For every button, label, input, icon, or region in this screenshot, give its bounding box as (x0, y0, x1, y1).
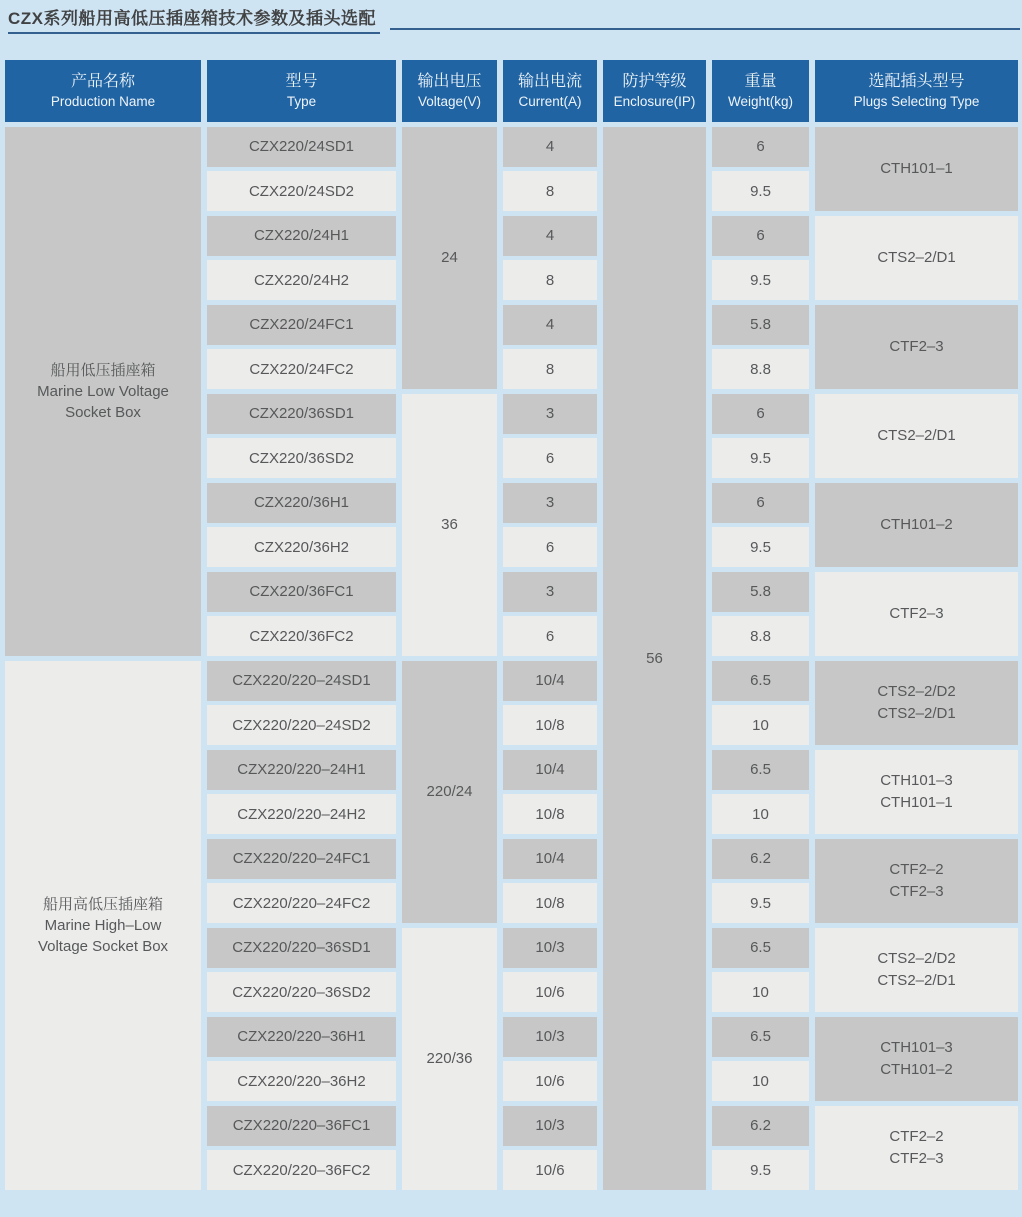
type-cell: CZX220/36FC2 (207, 616, 396, 656)
weight-cell: 6.5 (712, 750, 809, 790)
weight-cell: 6 (712, 127, 809, 167)
weight-cell: 8.8 (712, 616, 809, 656)
page-title: CZX系列船用高低压插座箱技术参数及插头选配 (8, 4, 380, 34)
current-cell: 10/8 (503, 883, 597, 923)
type-cell: CZX220/36FC1 (207, 572, 396, 612)
weight-cell: 9.5 (712, 1150, 809, 1190)
header-type: 型号 Type (207, 60, 396, 122)
header-plugs: 选配插头型号 Plugs Selecting Type (815, 60, 1018, 122)
type-cell: CZX220/24SD1 (207, 127, 396, 167)
header-production-name: 产品名称 Production Name (5, 60, 201, 122)
weight-cell: 9.5 (712, 527, 809, 567)
plugs-cell: CTS2–2/D2 CTS2–2/D1 (815, 928, 1018, 1013)
current-cell: 3 (503, 394, 597, 434)
plugs-cell: CTH101–3 CTH101–1 (815, 750, 1018, 835)
current-cell: 3 (503, 572, 597, 612)
type-cell: CZX220/220–36FC2 (207, 1150, 396, 1190)
type-cell: CZX220/24FC2 (207, 349, 396, 389)
type-cell: CZX220/220–24H2 (207, 794, 396, 834)
current-cell: 10/4 (503, 839, 597, 879)
plugs-cell: CTF2–3 (815, 305, 1018, 390)
spec-table (5, 60, 1018, 1190)
current-cell: 3 (503, 483, 597, 523)
plugs-cell: CTF2–3 (815, 572, 1018, 657)
plugs-cell: CTH101–3 CTH101–2 (815, 1017, 1018, 1102)
weight-cell: 10 (712, 794, 809, 834)
current-cell: 10/8 (503, 794, 597, 834)
type-cell: CZX220/220–24SD2 (207, 705, 396, 745)
type-cell: CZX220/220–36FC1 (207, 1106, 396, 1146)
voltage-cell: 36 (402, 394, 497, 657)
current-cell: 10/4 (503, 661, 597, 701)
current-cell: 6 (503, 527, 597, 567)
weight-cell: 6 (712, 216, 809, 256)
plugs-cell: CTS2–2/D1 (815, 216, 1018, 301)
header-voltage: 输出电压 Voltage(V) (402, 60, 497, 122)
type-cell: CZX220/220–36SD2 (207, 972, 396, 1012)
product-cell: 船用高低压插座箱 Marine High–Low Voltage Socket Box (5, 661, 201, 1191)
type-cell: CZX220/220–24FC1 (207, 839, 396, 879)
weight-cell: 6.5 (712, 1017, 809, 1057)
type-cell: CZX220/220–36H2 (207, 1061, 396, 1101)
current-cell: 10/8 (503, 705, 597, 745)
current-cell: 10/4 (503, 750, 597, 790)
type-cell: CZX220/24SD2 (207, 171, 396, 211)
current-cell: 10/3 (503, 1017, 597, 1057)
plugs-cell: CTH101–2 (815, 483, 1018, 568)
header-weight: 重量 Weight(kg) (712, 60, 809, 122)
voltage-cell: 24 (402, 127, 497, 390)
current-cell: 4 (503, 127, 597, 167)
weight-cell: 9.5 (712, 171, 809, 211)
voltage-cell: 220/24 (402, 661, 497, 924)
type-cell: CZX220/36H2 (207, 527, 396, 567)
plugs-cell: CTF2–2 CTF2–3 (815, 839, 1018, 924)
current-cell: 8 (503, 349, 597, 389)
current-cell: 10/6 (503, 1150, 597, 1190)
type-cell: CZX220/36SD2 (207, 438, 396, 478)
current-cell: 10/6 (503, 1061, 597, 1101)
weight-cell: 6.5 (712, 661, 809, 701)
weight-cell: 10 (712, 705, 809, 745)
type-cell: CZX220/220–24SD1 (207, 661, 396, 701)
weight-cell: 5.8 (712, 572, 809, 612)
weight-cell: 6.2 (712, 839, 809, 879)
title-rule (390, 28, 1020, 30)
weight-cell: 9.5 (712, 260, 809, 300)
type-cell: CZX220/36H1 (207, 483, 396, 523)
plugs-cell: CTF2–2 CTF2–3 (815, 1106, 1018, 1191)
type-cell: CZX220/24FC1 (207, 305, 396, 345)
weight-cell: 9.5 (712, 438, 809, 478)
title-bar (0, 0, 1022, 34)
voltage-cell: 220/36 (402, 928, 497, 1191)
weight-cell: 6.2 (712, 1106, 809, 1146)
type-cell: CZX220/220–24H1 (207, 750, 396, 790)
product-cell: 船用低压插座箱 Marine Low Voltage Socket Box (5, 127, 201, 657)
plugs-cell: CTS2–2/D2 CTS2–2/D1 (815, 661, 1018, 746)
type-cell: CZX220/24H1 (207, 216, 396, 256)
header-current: 输出电流 Current(A) (503, 60, 597, 122)
weight-cell: 10 (712, 972, 809, 1012)
type-cell: CZX220/24H2 (207, 260, 396, 300)
current-cell: 10/3 (503, 928, 597, 968)
current-cell: 4 (503, 305, 597, 345)
weight-cell: 5.8 (712, 305, 809, 345)
type-cell: CZX220/220–36SD1 (207, 928, 396, 968)
current-cell: 10/6 (503, 972, 597, 1012)
type-cell: CZX220/220–36H1 (207, 1017, 396, 1057)
weight-cell: 6 (712, 483, 809, 523)
type-cell: CZX220/36SD1 (207, 394, 396, 434)
weight-cell: 9.5 (712, 883, 809, 923)
header-enclosure: 防护等级 Enclosure(IP) (603, 60, 706, 122)
current-cell: 6 (503, 616, 597, 656)
enclosure-cell: 56 (603, 127, 706, 1191)
type-cell: CZX220/220–24FC2 (207, 883, 396, 923)
current-cell: 8 (503, 260, 597, 300)
current-cell: 8 (503, 171, 597, 211)
weight-cell: 6.5 (712, 928, 809, 968)
weight-cell: 10 (712, 1061, 809, 1101)
current-cell: 10/3 (503, 1106, 597, 1146)
plugs-cell: CTS2–2/D1 (815, 394, 1018, 479)
weight-cell: 8.8 (712, 349, 809, 389)
current-cell: 4 (503, 216, 597, 256)
plugs-cell: CTH101–1 (815, 127, 1018, 212)
weight-cell: 6 (712, 394, 809, 434)
current-cell: 6 (503, 438, 597, 478)
